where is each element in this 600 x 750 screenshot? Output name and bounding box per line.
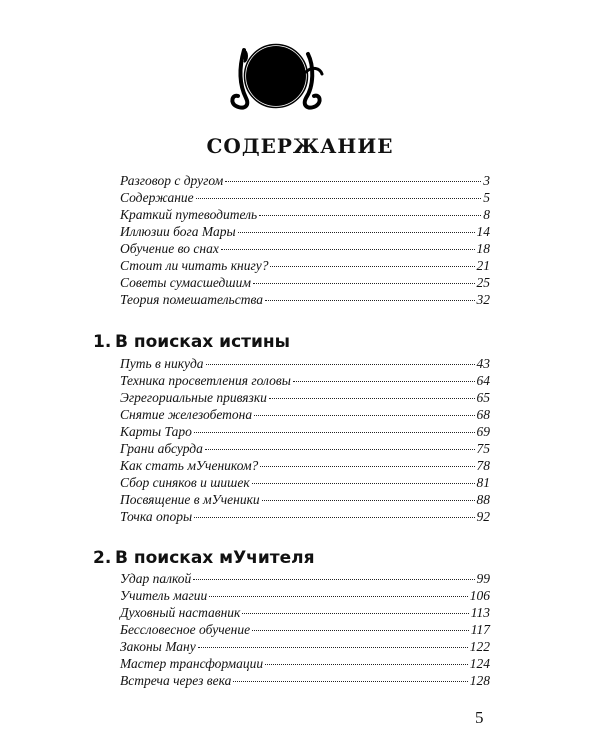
toc-entry-label: Учитель магии xyxy=(120,588,208,603)
toc-entry[interactable] xyxy=(120,275,490,292)
toc-entry[interactable] xyxy=(120,241,490,258)
toc-entry[interactable] xyxy=(120,373,490,390)
toc-entry-label: Духовный наставник xyxy=(120,605,241,620)
toc-entry-page: 14 xyxy=(476,224,490,239)
toc-entry-label: Снятие железобетона xyxy=(120,407,253,422)
toc-entry[interactable] xyxy=(120,356,490,373)
toc-entry[interactable] xyxy=(120,492,490,509)
section-number: 1. xyxy=(93,332,112,352)
toc-entry-page: 64 xyxy=(476,373,490,388)
toc-entry[interactable] xyxy=(120,258,490,275)
section-heading[interactable] xyxy=(93,332,290,352)
toc-entry-label: Грани абсурда xyxy=(120,441,203,456)
toc-entry-page: 18 xyxy=(476,241,490,256)
toc-entry[interactable] xyxy=(120,475,490,492)
toc-entry-page: 117 xyxy=(470,622,490,637)
toc-entry[interactable] xyxy=(120,407,490,424)
toc-entry-page: 122 xyxy=(469,639,490,654)
toc-entry-label: Разговор с другом xyxy=(120,173,224,188)
toc-entry-label: Удар палкой xyxy=(120,571,192,586)
toc-entry-label: Посвящение в мУченики xyxy=(120,492,260,507)
toc-entry-label: Эгрегориальные привязки xyxy=(120,390,267,405)
toc-entry[interactable] xyxy=(120,571,490,588)
toc-entry[interactable] xyxy=(120,441,490,458)
toc-entry[interactable] xyxy=(120,292,490,309)
toc-entry-page: 3 xyxy=(483,173,490,188)
toc-entry-page: 78 xyxy=(476,458,490,473)
toc-entry[interactable] xyxy=(120,622,490,639)
toc-entry[interactable] xyxy=(120,224,490,241)
section-heading[interactable] xyxy=(93,548,315,568)
toc-entry-page: 128 xyxy=(469,673,490,688)
toc-entry-page: 92 xyxy=(476,509,490,524)
toc-entry-label: Мастер трансформации xyxy=(120,656,264,671)
toc-entry-label: Встреча через века xyxy=(120,673,232,688)
ornament-emblem-icon xyxy=(226,36,326,118)
toc-entry-label: Иллюзии бога Мары xyxy=(120,224,236,239)
toc-entry-page: 25 xyxy=(476,275,490,290)
toc-entry-label: Карты Таро xyxy=(120,424,192,439)
toc-entry[interactable] xyxy=(120,673,490,690)
toc-entry-page: 124 xyxy=(469,656,490,671)
toc-entry-page: 106 xyxy=(469,588,490,603)
toc-entry-label: Содержание xyxy=(120,190,194,205)
toc-entry-page: 99 xyxy=(476,571,490,586)
toc-entry[interactable] xyxy=(120,424,490,441)
toc-entry[interactable] xyxy=(120,207,490,224)
toc-entry-label: Точка опоры xyxy=(120,509,193,524)
toc-entry[interactable] xyxy=(120,458,490,475)
toc-entry-page: 21 xyxy=(476,258,490,273)
toc-entry-page: 75 xyxy=(476,441,490,456)
toc-entry-label: Сбор синяков и шишек xyxy=(120,475,250,490)
toc-entry-page: 69 xyxy=(476,424,490,439)
section-number: 2. xyxy=(93,548,112,568)
toc-entry[interactable] xyxy=(120,173,490,190)
page-title: СОДЕРЖАНИЕ xyxy=(206,134,394,158)
toc-entry[interactable] xyxy=(120,605,490,622)
toc-entry[interactable] xyxy=(120,656,490,673)
section-title: В поисках мУчителя xyxy=(115,548,315,568)
toc-entry-page: 65 xyxy=(476,390,490,405)
toc-entry-label: Как стать мУчеником? xyxy=(120,458,259,473)
toc-entry-label: Бессловесное обучение xyxy=(120,622,251,637)
toc-entry-page: 81 xyxy=(476,475,490,490)
toc-entry[interactable] xyxy=(120,390,490,407)
toc-entry[interactable] xyxy=(120,190,490,207)
toc-entry-page: 113 xyxy=(470,605,490,620)
toc-entry-label: Советы сумасшедшим xyxy=(120,275,251,290)
toc-entry-page: 32 xyxy=(476,292,490,307)
toc-entry-label: Обучение во снах xyxy=(120,241,219,256)
toc-entry-page: 43 xyxy=(476,356,490,371)
page-number: 5 xyxy=(475,708,484,727)
toc-entry[interactable] xyxy=(120,588,490,605)
toc-entry[interactable] xyxy=(120,509,490,526)
toc-entry-label: Техника просветления головы xyxy=(120,373,291,388)
section-title: В поисках истины xyxy=(115,332,291,352)
toc-entry-page: 5 xyxy=(483,190,490,205)
toc-entry-page: 88 xyxy=(476,492,490,507)
toc-entry-label: Краткий путеводитель xyxy=(120,207,258,222)
toc-entry-label: Путь в никуда xyxy=(120,356,204,371)
toc-entry-page: 68 xyxy=(476,407,490,422)
toc-entry[interactable] xyxy=(120,639,490,656)
toc-entry-label: Стоит ли читать книгу? xyxy=(120,258,269,273)
toc-entry-label: Законы Ману xyxy=(120,639,196,654)
toc-entry-label: Теория помешательства xyxy=(120,292,263,307)
toc-entry-page: 8 xyxy=(483,207,490,222)
